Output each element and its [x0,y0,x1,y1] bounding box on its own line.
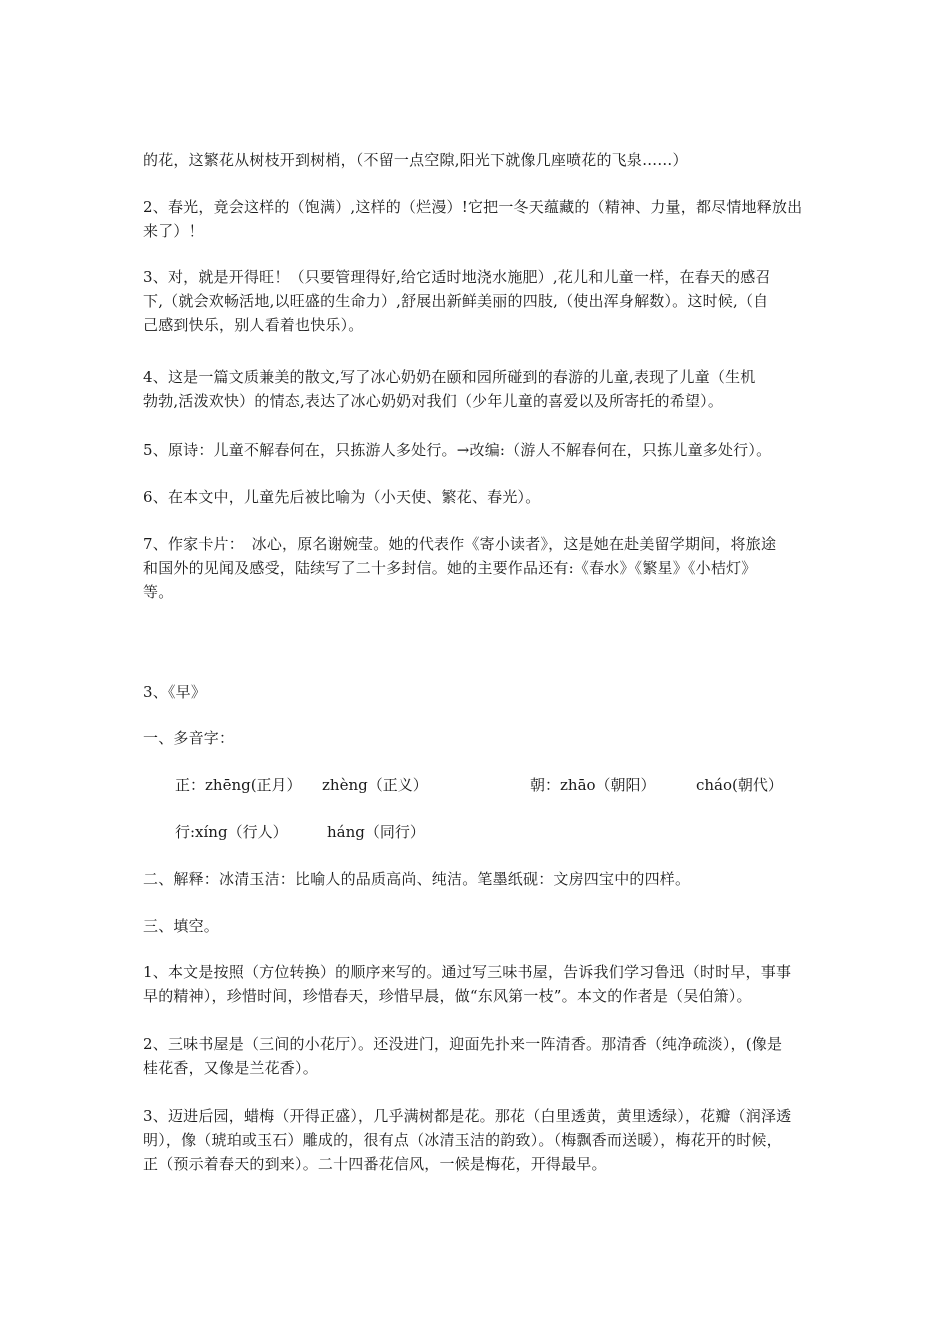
paragraph-7-author-card [143,532,813,604]
text-line: 等。 [143,583,174,601]
question-1 [143,960,813,1008]
text-line: 的花，这繁花从树枝开到树梢，（不留一点空隙,阳光下就像几座喷花的飞泉……） [143,151,688,169]
text-line: 下,（就会欢畅活地,以旺盛的生命力）,舒展出新鲜美丽的四肢,（使出浑身解数）。这时候,（自 [143,292,769,310]
lesson-title: 3、《早》 [143,683,207,701]
text-line: 桂花香，又像是兰花香）。 [143,1059,318,1077]
polyphone-zhao1: 朝：zhāo（朝阳） [530,776,656,794]
text-line: 5、原诗：儿童不解春何在，只拣游人多处行。→改编:（游人不解春何在，只拣儿童多处行）。 [143,441,772,459]
text-line: 和国外的见闻及感受，陆续写了二十多封信。她的主要作品还有:《春水》《繁星》《小桔灯》 [143,559,757,577]
text-line: 2、春光，竟会这样的（饱满）,这样的（烂漫）!它把一冬天蕴藏的（精神、力量，都尽情地释放出 [143,198,803,216]
polyphone-xing2: 行:xíng（行人） [175,823,288,841]
polyphone-zheng4: zhèng（正义） [322,776,428,794]
paragraph-continuation [143,148,813,172]
heading-polyphones: 一、多音字： [143,729,235,747]
heading-fill-in: 三、填空。 [143,917,220,935]
text-line: 来了）！ [143,222,204,240]
text-line: 6、在本文中，儿童先后被比喻为（小天使、繁花、春光）。 [143,488,541,506]
text-line: 勃勃,活泼欢快）的情态,表达了冰心奶奶对我们（少年儿童的喜爱以及所寄托的希望）。 [143,392,724,410]
question-3 [143,1104,813,1176]
text-line: 早的精神），珍惜时间，珍惜春天，珍惜早晨，做“东风第一枝”。本文的作者是（吴伯箫）。 [143,987,752,1005]
text-line: 7、作家卡片： 冰心，原名谢婉莹。她的代表作《寄小读者》，这是她在赴美留学期间，将旅途 [143,535,777,553]
heading-explanation: 二、解释：冰清玉洁：比喻人的品质高尚、纯洁。笔墨纸砚：文房四宝中的四样。 [143,870,691,888]
paragraph-6 [143,485,813,509]
text-line: 4、这是一篇文质兼美的散文,写了冰心奶奶在颐和园所碰到的春游的儿童,表现了儿童（生机 [143,368,756,386]
text-line: 3、迈进后园，蜡梅（开得正盛），几乎满树都是花。那花（白里透黄，黄里透绿），花瓣（润泽透 [143,1107,792,1125]
polyphone-zheng1: 正：zhēng(正月） [175,776,302,794]
paragraph-4 [143,365,813,413]
paragraph-3 [143,265,813,337]
text-line: 明），像（琥珀或玉石）雕成的，很有点（冰清玉洁的韵致）。（梅飘香而送暖），梅花开的时候， [143,1131,782,1149]
paragraph-2 [143,195,813,243]
question-2 [143,1032,813,1080]
polyphone-chao2: cháo(朝代） [696,776,783,794]
text-line: 3、对，就是开得旺！（只要管理得好,给它适时地浇水施肥）,花儿和儿童一样，在春天的感召 [143,268,771,286]
paragraph-5 [143,438,813,462]
polyphone-hang2: háng（同行） [327,823,425,841]
text-line: 2、三味书屋是（三间的小花厅）。还没进门，迎面先扑来一阵清香。那清香（纯净疏淡），(像是 [143,1035,783,1053]
text-line: 1、本文是按照（方位转换）的顺序来写的。通过写三味书屋，告诉我们学习鲁迅（时时早，事事 [143,963,792,981]
text-line: 己感到快乐，别人看着也快乐）。 [143,316,364,334]
text-line: 正（预示着春天的到来）。二十四番花信风，一候是梅花，开得最早。 [143,1155,607,1173]
